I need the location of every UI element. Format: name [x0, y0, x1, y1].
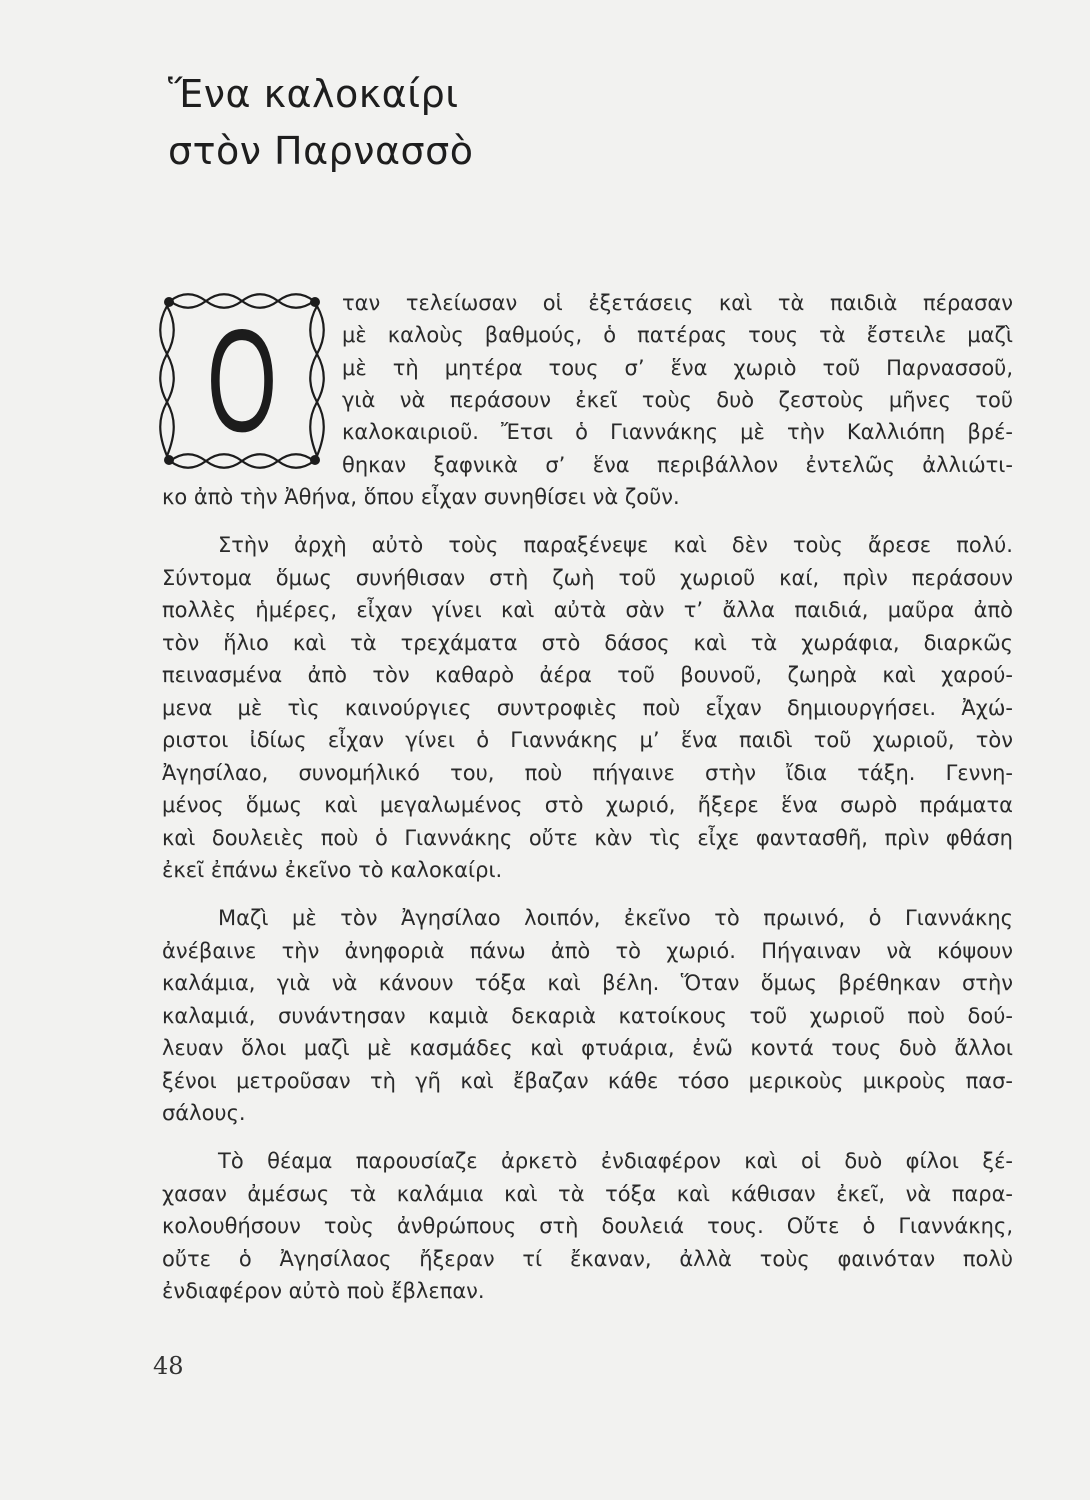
- text-line: ἀνέβαινε τὴν ἀνηφοριὰ πάνω ἀπὸ τὸ χωριό. Πήγαιναν νὰ κόψουν: [162, 939, 1013, 963]
- text-line: χασαν ἀμέσως τὰ καλάμια καὶ τὰ τόξα καὶ κάθισαν ἐκεῖ, νὰ παρα-: [162, 1182, 1013, 1206]
- text-line: λευαν ὅλοι μαζὶ μὲ κασμάδες καὶ φτυάρια, ἐνῶ κοντά τους δυὸ ἄλλοι: [162, 1036, 1013, 1060]
- text-line: ξένοι μετροῦσαν τὴ γῆ καὶ ἔβαζαν κάθε τόσο μερικοὺς μικροὺς πασ-: [162, 1069, 1013, 1093]
- text-line: ριστοι ἰδίως εἶχαν γίνει ὁ Γιαννάκης μ’ ἕνα παιδὶ τοῦ χωριοῦ, τὸν: [162, 728, 1013, 752]
- text-line: καλαμιά, συνάντησαν καμιὰ δεκαριὰ κατοίκους τοῦ χωριοῦ ποὺ δού-: [162, 1004, 1013, 1028]
- text-line: πεινασμένα ἀπὸ τὸν καθαρὸ ἀέρα τοῦ βουνοῦ, ζωηρὰ καὶ χαρού-: [162, 663, 1013, 687]
- text-line: ἐκεῖ ἐπάνω ἐκεῖνο τὸ καλοκαίρι.: [162, 858, 503, 882]
- text-line: καλάμια, γιὰ νὰ κάνουν τόξα καὶ βέλη. Ὅταν ὅμως βρέθηκαν στὴν: [162, 971, 1013, 995]
- text-line: θηκαν ξαφνικὰ σ’ ἕνα περιβάλλον ἐντελῶς ἀλλιώτι-: [342, 453, 1013, 477]
- text-line: κολουθήσουν τοὺς ἀνθρώπους στὴ δουλειά τους. Οὔτε ὁ Γιαννάκης,: [162, 1214, 1013, 1238]
- text-line: Τὸ θέαμα παρουσίαζε ἀρκετὸ ἐνδιαφέρον καὶ οἱ δυὸ φίλοι ξέ-: [218, 1149, 1013, 1173]
- text-line: μὲ τὴ μητέρα τους σ’ ἕνα χωριὸ τοῦ Παρνασσοῦ,: [342, 356, 1013, 380]
- text-line: τὸν ἥλιο καὶ τὰ τρεχάματα στὸ δάσος καὶ τὰ χωράφια, διαρκῶς: [162, 631, 1013, 655]
- text-line: ἐνδιαφέρον αὐτὸ ποὺ ἔβλεπαν.: [162, 1279, 485, 1303]
- text-line: πολλὲς ἡμέρες, εἶχαν γίνει καὶ αὐτὰ σὰν τ’ ἄλλα παιδιά, μαῦρα ἀπὸ: [162, 598, 1013, 622]
- text-line: κο ἀπὸ τὴν Ἀθήνα, ὅπου εἶχαν συνηθίσει νὰ ζοῦν.: [162, 485, 680, 509]
- text-line: μένος ὅμως καὶ μεγαλωμένος στὸ χωριό, ἤξερε ἕνα σωρὸ πράματα: [162, 793, 1013, 817]
- text-line: καὶ δουλειὲς ποὺ ὁ Γιαννάκης οὔτε κὰν τὶς εἶχε φαντασθῆ, πρὶν φθάση: [162, 826, 1013, 850]
- text-line: γιὰ νὰ περάσουν ἐκεῖ τοὺς δυὸ ζεστοὺς μῆνες τοῦ: [342, 388, 1013, 412]
- chapter-title-line-1: Ἕνα καλοκαίρι: [168, 72, 459, 116]
- text-line: Σύντομα ὅμως συνήθισαν στὴ ζωὴ τοῦ χωριοῦ καί, πρὶν περάσουν: [162, 566, 1013, 590]
- page-number: 48: [153, 1352, 184, 1380]
- text-line: Ἀγησίλαο, συνομήλικό του, ποὺ πήγαινε στὴν ἴδια τάξη. Γεννη-: [162, 761, 1013, 785]
- text-line: Στὴν ἀρχὴ αὐτὸ τοὺς παραξένεψε καὶ δὲν τοὺς ἄρεσε πολύ.: [218, 533, 1013, 557]
- text-line: ταν τελείωσαν οἱ ἐξετάσεις καὶ τὰ παιδιὰ πέρασαν: [342, 291, 1013, 315]
- chapter-title-line-2: στὸν Παρνασσὸ: [168, 129, 474, 173]
- text-line: σάλους.: [162, 1101, 246, 1125]
- text-line: μὲ καλοὺς βαθμούς, ὁ πατέρας τους τὰ ἔστειλε μαζὶ: [342, 323, 1013, 347]
- drop-cap-letter: Ο: [206, 299, 278, 462]
- text-line: Μαζὶ μὲ τὸν Ἀγησίλαο λοιπόν, ἐκεῖνο τὸ πρωινό, ὁ Γιαννάκης: [218, 906, 1013, 930]
- text-line: καλοκαιριοῦ. Ἔτσι ὁ Γιαννάκης μὲ τὴν Καλλιόπη βρέ-: [342, 420, 1013, 444]
- text-line: οὔτε ὁ Ἀγησίλαος ἤξεραν τί ἔκαναν, ἀλλὰ τοὺς φαινόταν πολὺ: [162, 1247, 1013, 1271]
- text-line: μενα μὲ τὶς καινούργιες συντροφιὲς ποὺ εἶχαν δημιουργήσει. Ἀχώ-: [162, 696, 1013, 720]
